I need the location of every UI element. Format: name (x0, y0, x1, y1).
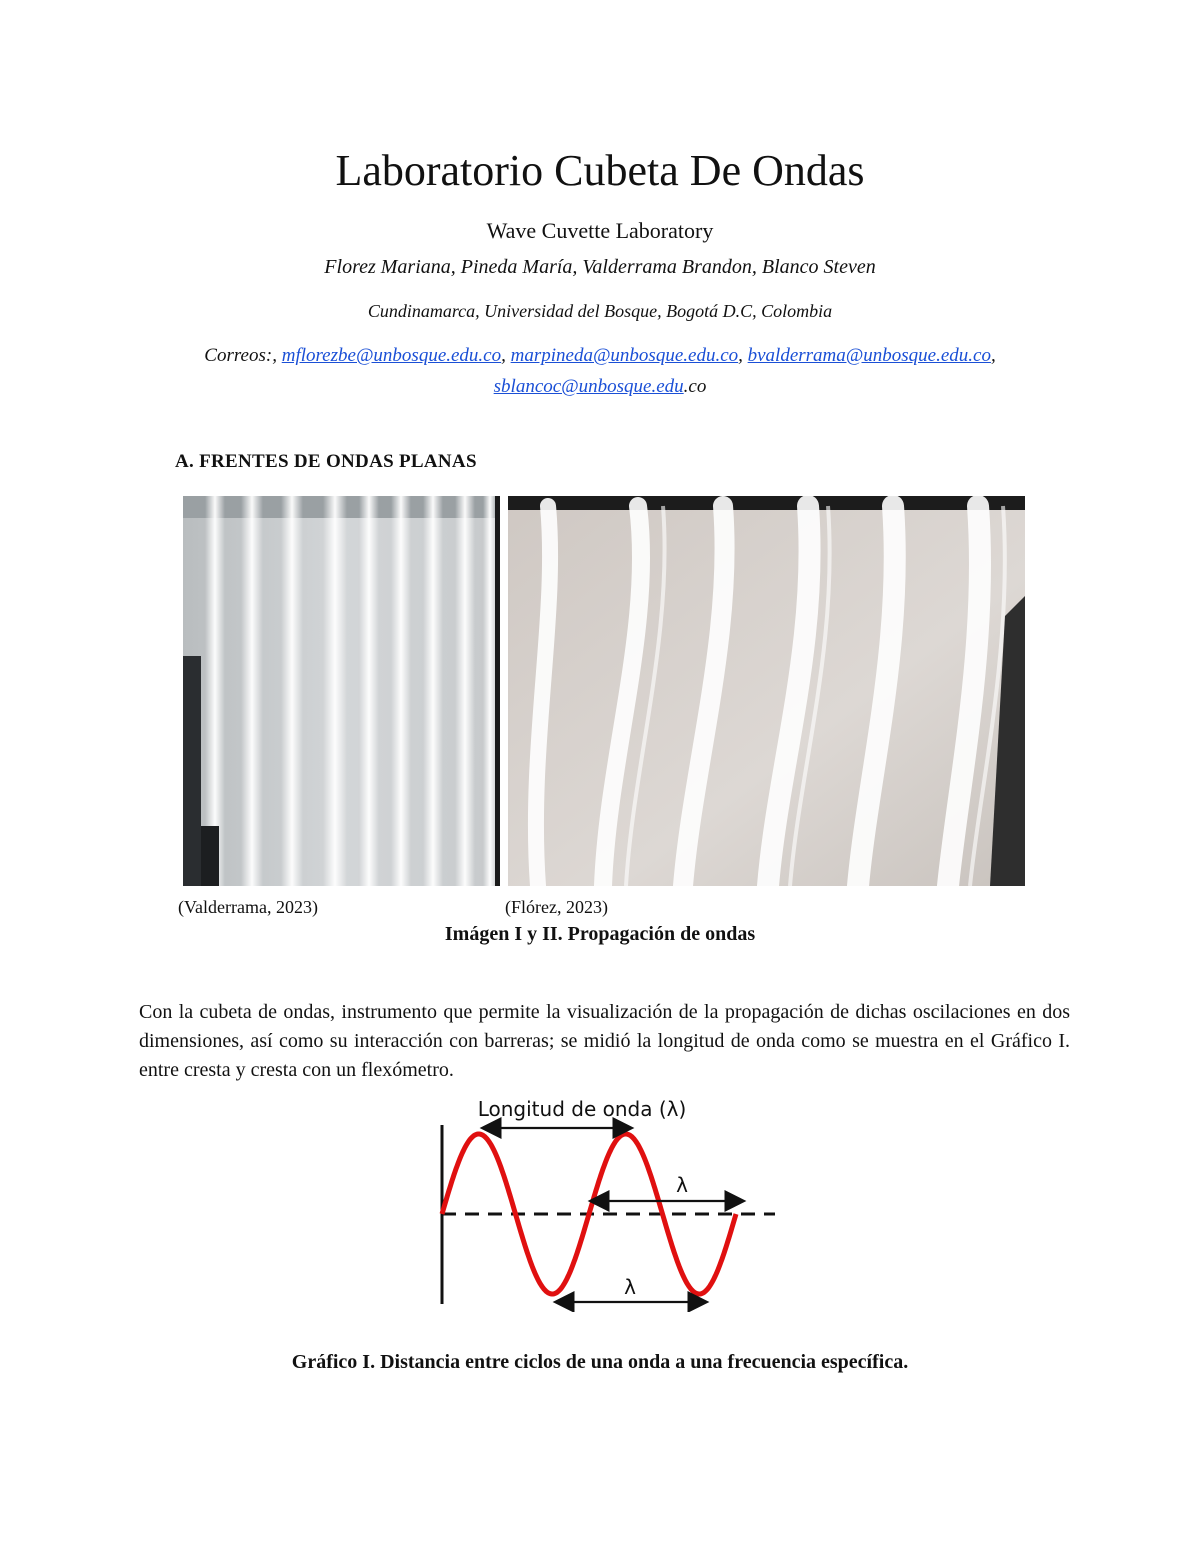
photo-credit-1: (Valderrama, 2023) (178, 897, 318, 917)
wavelength-chart (420, 1092, 790, 1312)
email-link-florez[interactable]: mflorezbe@unbosque.edu.co (281, 345, 502, 366)
lambda-label-2: λ (624, 1275, 636, 1299)
wave-tank-photo-1 (183, 496, 500, 886)
email-link-valderrama[interactable]: bvalderrama@unbosque.edu.co (747, 345, 991, 366)
photo-credit-2: (Flórez, 2023) (505, 897, 608, 917)
chart-caption: Gráfico I. Distancia entre ciclos de una onda a una frecuencia específica. (291, 1351, 909, 1373)
lambda-label-1: λ (676, 1173, 688, 1197)
email-suffix: .co (683, 376, 707, 397)
emails-line: Correos:, mflorezbe@unbosque.edu.co, marpineda@unbosque.edu.co, bvalderrama@unbosque.edu.co, (204, 345, 996, 366)
wave-series (442, 1134, 736, 1294)
authors-line: Florez Mariana, Pineda María, Valderrama Brandon, Blanco Steven (324, 256, 876, 278)
page-title: Laboratorio Cubeta De Ondas (335, 146, 865, 195)
page-subtitle: Wave Cuvette Laboratory (486, 218, 714, 243)
figure-caption: Imágen I y II. Propagación de ondas (444, 923, 756, 945)
wave-tank-photo-2 (508, 496, 1025, 886)
section-heading: A. FRENTES DE ONDAS PLANAS (175, 451, 477, 472)
email-link-blanco[interactable]: sblancoc@unbosque.edu (493, 376, 684, 397)
email-link-pineda[interactable]: marpineda@unbosque.edu.co (510, 345, 739, 366)
affiliation-line: Cundinamarca, Universidad del Bosque, Bogotá D.C, Colombia (367, 301, 833, 321)
body-paragraph: Con la cubeta de ondas, instrumento que permite la visualización de la propagación de dichas oscilaciones en dos dimensiones, así como su interacción con barreras; se midió la longitud de onda como se muestra en el Gráfico I. entre cresta y cresta con un flexómetro. (139, 1001, 1070, 1081)
emails-line-2 (0, 376, 1200, 398)
emails-prefix: Correos:, (204, 345, 277, 366)
chart-title: Longitud de onda (λ) (477, 1097, 687, 1121)
